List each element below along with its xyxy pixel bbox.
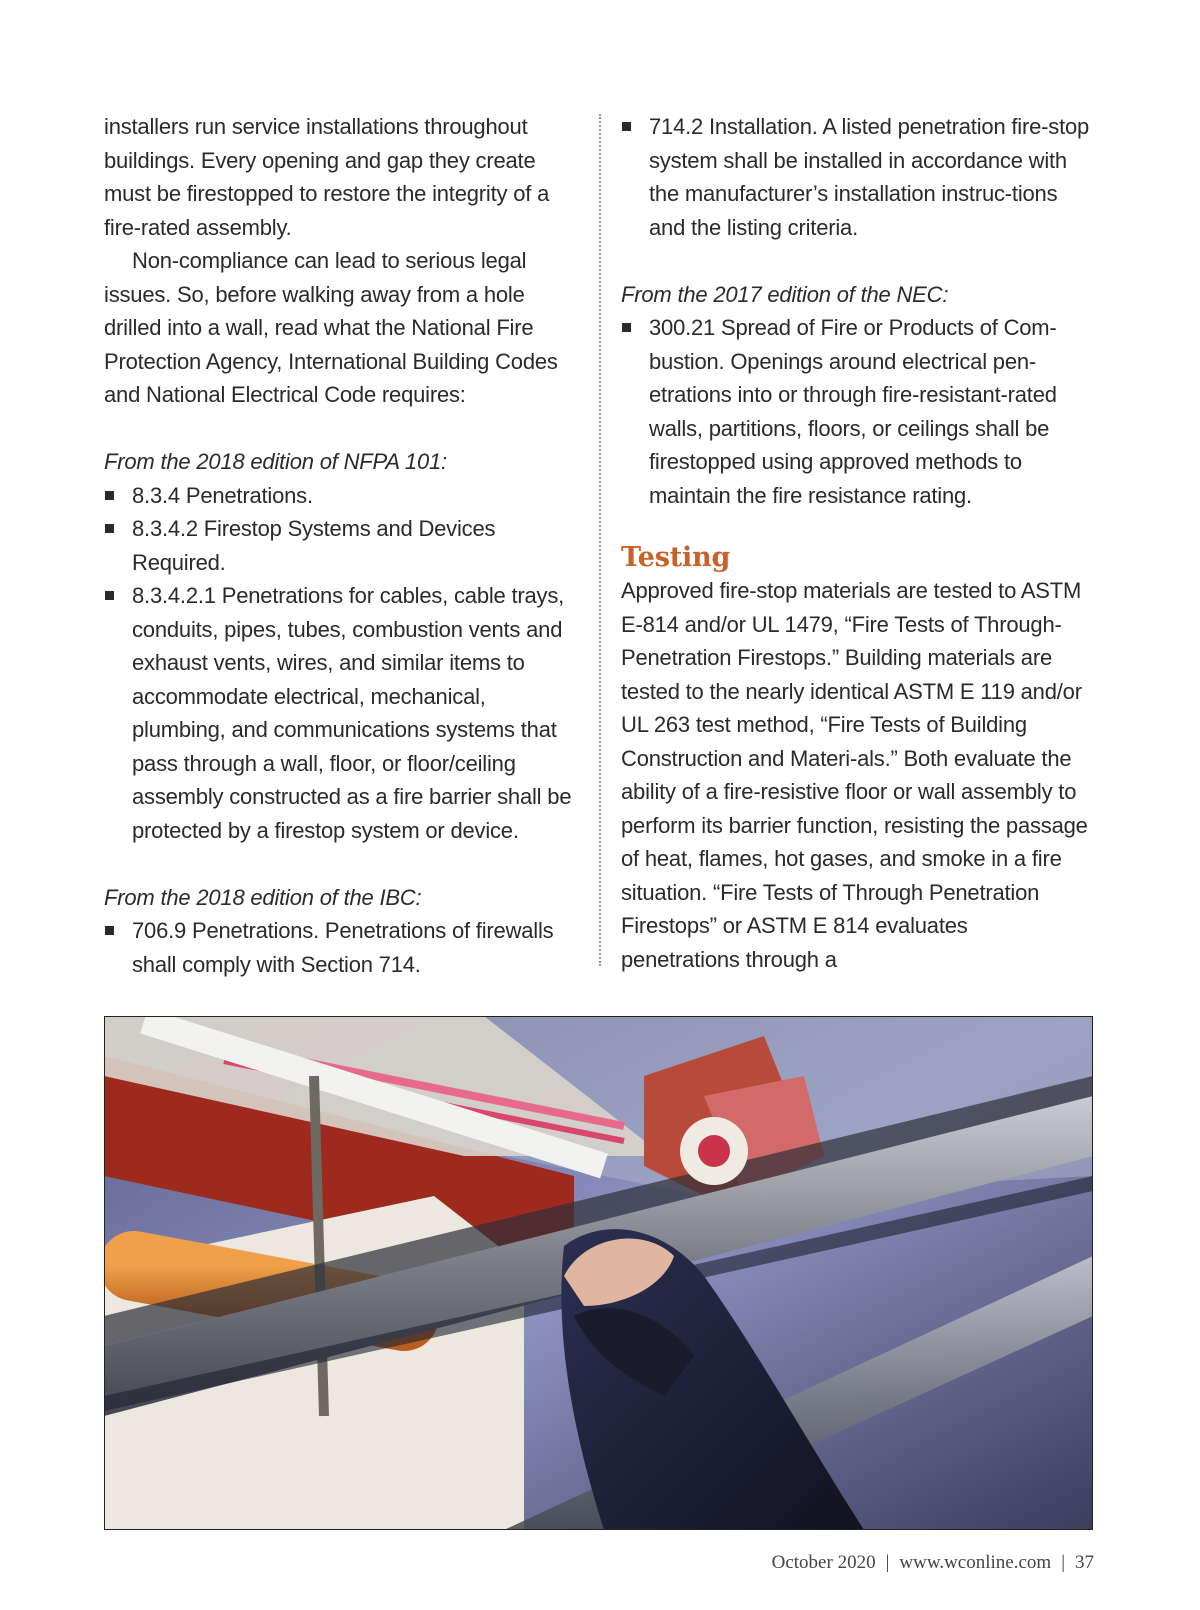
issue-date: October 2020 [771,1552,876,1573]
testing-heading: Testing [621,542,731,573]
footer-separator: | [885,1552,890,1573]
list-item: 714.2 Installation. A listed penetration fire-stop system shall be installed in accordance with the manufacturer’s installation instruc-tions and the listing criteria. [621,110,1091,244]
page-number: 37 [1075,1552,1094,1573]
testing-paragraph: Approved fire-stop materials are tested to ASTM E-814 and/or UL 1479, “Fire Tests of Through-Penetration Firestops.” Building materials are tested to the nearly identical ASTM E 119 and/or UL 263 test method, “Fire Tests of Building Construction and Materi-als.” Both evaluate the ability of a fire-resistive floor or wall assembly to perform its barrier function, resisting the passage of heat, flames, hot gases, and smoke in a fire situation. “Fire Tests of Through Penetration Firestops” or ASTM E 814 evaluates penetrations through a [621,578,1088,972]
ibc-list [104,914,584,981]
right-column [621,110,1091,976]
ibc-list-continued [621,110,1091,244]
footer-separator: | [1061,1552,1065,1573]
list-item: 8.3.4.2 Firestop Systems and Devices Required. [104,512,584,579]
list-item: 300.21 Spread of Fire or Products of Com-bustion. Openings around electrical pen-etrations into or through fire-resistant-rated walls, partitions, floors, or ceilings shall be firestopped using approved methods to maintain the fire resistance rating. [621,311,1091,512]
column-divider [599,114,601,966]
firestop-installation-photo [104,1016,1093,1530]
nfpa-source-heading: From the 2018 edition of NFPA 101: [104,449,447,474]
intro-paragraph: installers run service installations throughout buildings. Every opening and gap they create must be firestopped to restore the integrity of a fire-rated assembly. [104,114,550,240]
list-item: 706.9 Penetrations. Penetrations of firewalls shall comply with Section 714. [104,914,584,981]
nec-list [621,311,1091,512]
compliance-paragraph: Non-compliance can lead to serious legal issues. So, before walking away from a hole drilled into a wall, read what the National Fire Protection Agency, International Building Codes and National Electrical Code requires: [104,248,558,407]
nec-source-heading: From the 2017 edition of the NEC: [621,281,949,307]
website-link[interactable]: www.wconline.com [899,1552,1052,1573]
list-item: 8.3.4.2.1 Penetrations for cables, cable trays, conduits, pipes, tubes, combustion vents and exhaust vents, wires, and similar items to accommodate electrical, mechanical, plumbing, and communications systems that pass through a wall, floor, or floor/ceiling assembly constructed as a fire barrier shall be protected by a firestop system or device. [104,579,584,847]
ibc-source-heading: From the 2018 edition of the IBC: [104,884,422,910]
list-item: 8.3.4 Penetrations. [104,479,584,513]
nfpa-list [104,479,584,848]
page-footer [772,1552,1094,1574]
left-column [104,110,584,981]
